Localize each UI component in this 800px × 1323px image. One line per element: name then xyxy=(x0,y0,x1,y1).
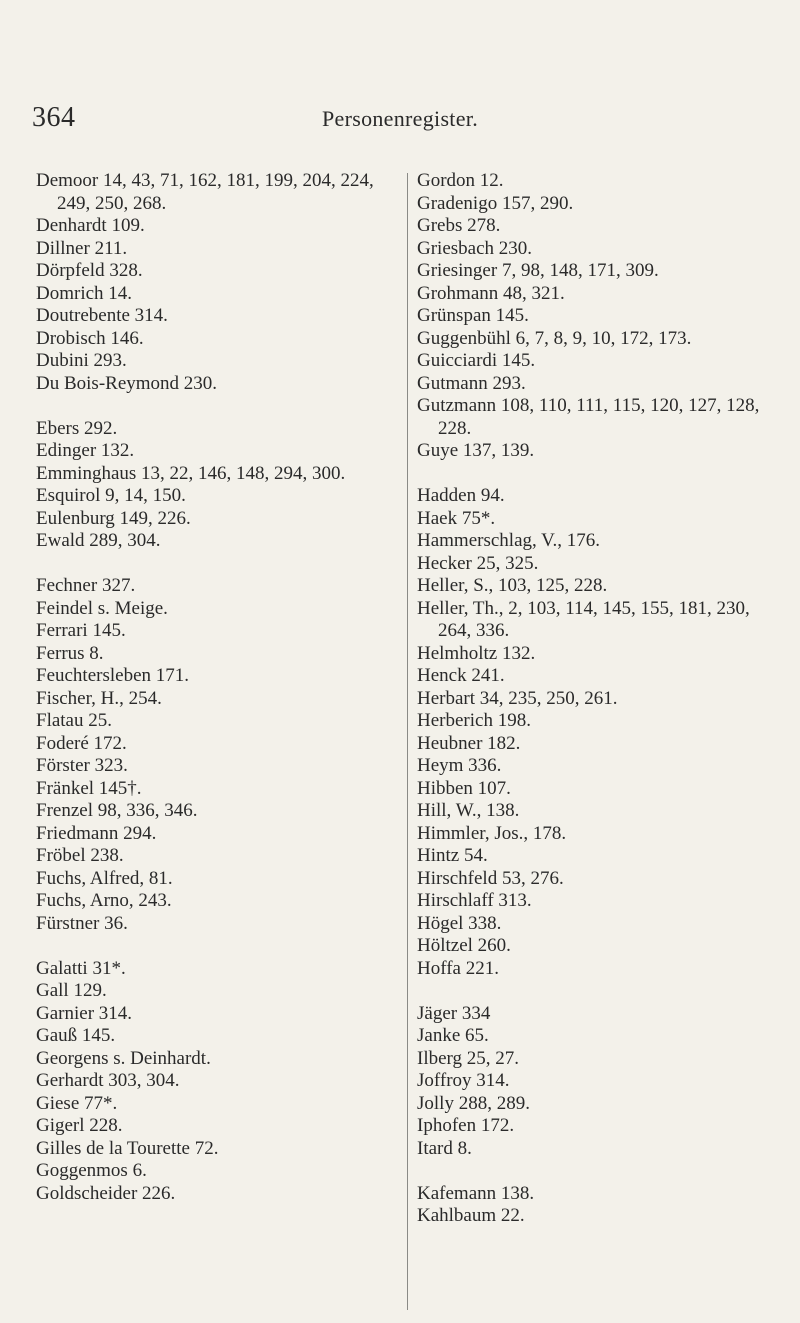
index-entry: Heym 336. xyxy=(417,755,502,776)
index-entry: Eulenburg 149, 226. xyxy=(36,507,191,529)
index-entry: Guye 137, 139. xyxy=(417,440,535,461)
index-entry: Griesbach 230. xyxy=(417,237,533,259)
index-entry: Ebers 292. xyxy=(36,417,118,439)
index-entry: Fröbel 238. xyxy=(36,845,124,866)
index-entry: Gilles de la Tourette 72. xyxy=(36,1137,219,1159)
index-entry: Foderé 172. xyxy=(36,732,127,754)
index-entry: Georgens s. Deinhardt. xyxy=(36,1047,211,1069)
column-divider xyxy=(407,173,408,1310)
index-entry: Fechner 327. xyxy=(36,575,136,596)
index-entry: Demoor 14, 43, 71, 162, 181, 199, 204, 224, 249, 250, 268. xyxy=(36,170,374,214)
index-entry: Goggenmos 6. xyxy=(36,1160,147,1181)
index-entry: Henck 241. xyxy=(417,665,505,686)
index-entry: Herbart 34, 235, 250, 261. xyxy=(417,687,618,709)
index-entry: Helmholtz 132. xyxy=(417,642,536,664)
index-entry: Ilberg 25, 27. xyxy=(417,1047,520,1069)
index-entry: Dubini 293. xyxy=(36,350,127,371)
index-entry: Ferrus 8. xyxy=(36,642,104,664)
index-entry: Heubner 182. xyxy=(417,732,521,754)
index-entry: Esquirol 9, 14, 150. xyxy=(36,485,186,506)
index-entry: Gauß 145. xyxy=(36,1025,116,1046)
index-entry: Höltzel 260. xyxy=(417,935,511,956)
index-entry: Ewald 289, 304. xyxy=(36,530,161,551)
index-entry: Gordon 12. xyxy=(417,170,504,191)
index-entry: Haek 75*. xyxy=(417,507,496,529)
index-entry: Giese 77*. xyxy=(36,1092,118,1114)
index-entry: Dörpfeld 328. xyxy=(36,260,143,281)
index-entry: Doutrebente 314. xyxy=(36,305,168,326)
index-entry: Fuchs, Alfred, 81. xyxy=(36,867,173,889)
index-entry: Gerhardt 303, 304. xyxy=(36,1070,180,1091)
index-entry: Janke 65. xyxy=(417,1025,489,1046)
index-entry: Joffroy 314. xyxy=(417,1070,510,1091)
index-entry: Friedmann 294. xyxy=(36,822,157,844)
index-entry: Jolly 288, 289. xyxy=(417,1092,530,1114)
index-entry: Gradenigo 157, 290. xyxy=(417,192,574,214)
index-entry: Himmler, Jos., 178. xyxy=(417,822,567,844)
index-entry: Fuchs, Arno, 243. xyxy=(36,890,172,911)
index-entry: Galatti 31*. xyxy=(36,957,126,979)
index-entry: Fischer, H., 254. xyxy=(36,687,162,709)
index-entry: Griesinger 7, 98, 148, 171, 309. xyxy=(417,260,659,281)
index-entry: Hoffa 221. xyxy=(417,957,499,979)
index-entry: Dillner 211. xyxy=(36,237,128,259)
index-entry: Emminghaus 13, 22, 146, 148, 294, 300. xyxy=(36,462,346,484)
index-column-left xyxy=(36,170,396,1205)
running-head: Personenregister. xyxy=(321,106,478,131)
index-column-right xyxy=(417,170,777,1228)
index-entry: Hammerschlag, V., 176. xyxy=(417,530,600,551)
index-entry: Feindel s. Meige. xyxy=(36,597,168,619)
index-entry: Domrich 14. xyxy=(36,282,133,304)
index-entry: Grünspan 145. xyxy=(417,305,529,326)
index-entry: Goldscheider 226. xyxy=(36,1182,176,1204)
index-entry: Gall 129. xyxy=(36,980,107,1001)
index-entry: Iphofen 172. xyxy=(417,1115,515,1136)
index-entry: Hill, W., 138. xyxy=(417,800,520,821)
index-entry: Itard 8. xyxy=(417,1137,472,1159)
index-entry: Kafemann 138. xyxy=(417,1182,535,1204)
index-entry: Flatau 25. xyxy=(36,710,112,731)
index-entry: Gigerl 228. xyxy=(36,1115,123,1136)
index-entry: Kahlbaum 22. xyxy=(417,1205,525,1226)
index-entry: Garnier 314. xyxy=(36,1002,133,1024)
index-entry: Denhardt 109. xyxy=(36,215,145,236)
index-entry: Fürstner 36. xyxy=(36,912,128,934)
index-entry: Guggenbühl 6, 7, 8, 9, 10, 172, 173. xyxy=(417,327,692,349)
index-entry: Du Bois-Reymond 230. xyxy=(36,372,218,394)
index-entry: Hadden 94. xyxy=(417,485,505,506)
index-entry: Ferrari 145. xyxy=(36,620,126,641)
index-entry: Hecker 25, 325. xyxy=(417,552,539,574)
page-number: 364 xyxy=(32,102,76,133)
index-entry: Guicciardi 145. xyxy=(417,350,536,371)
index-entry: Hirschfeld 53, 276. xyxy=(417,867,564,889)
index-entry: Heller, S., 103, 125, 228. xyxy=(417,575,608,596)
index-entry: Jäger 334 xyxy=(417,1002,491,1024)
index-entry: Grohmann 48, 321. xyxy=(417,282,565,304)
index-entry: Heller, Th., 2, 103, 114, 145, 155, 181, 230, 264, 336. xyxy=(417,597,750,641)
index-entry: Grebs 278. xyxy=(417,215,501,236)
index-entry: Gutzmann 108, 110, 111, 115, 120, 127, 128, 228. xyxy=(417,395,760,439)
index-entry: Hintz 54. xyxy=(417,845,488,866)
index-entry: Fränkel 145†. xyxy=(36,777,142,799)
index-entry: Feuchtersleben 171. xyxy=(36,665,190,686)
index-entry: Högel 338. xyxy=(417,912,502,934)
index-entry: Hibben 107. xyxy=(417,777,511,799)
index-entry: Herberich 198. xyxy=(417,710,531,731)
index-entry: Drobisch 146. xyxy=(36,327,144,349)
index-entry: Förster 323. xyxy=(36,755,128,776)
index-entry: Hirschlaff 313. xyxy=(417,890,532,911)
index-entry: Edinger 132. xyxy=(36,440,135,461)
index-entry: Frenzel 98, 336, 346. xyxy=(36,800,198,821)
index-entry: Gutmann 293. xyxy=(417,372,526,394)
